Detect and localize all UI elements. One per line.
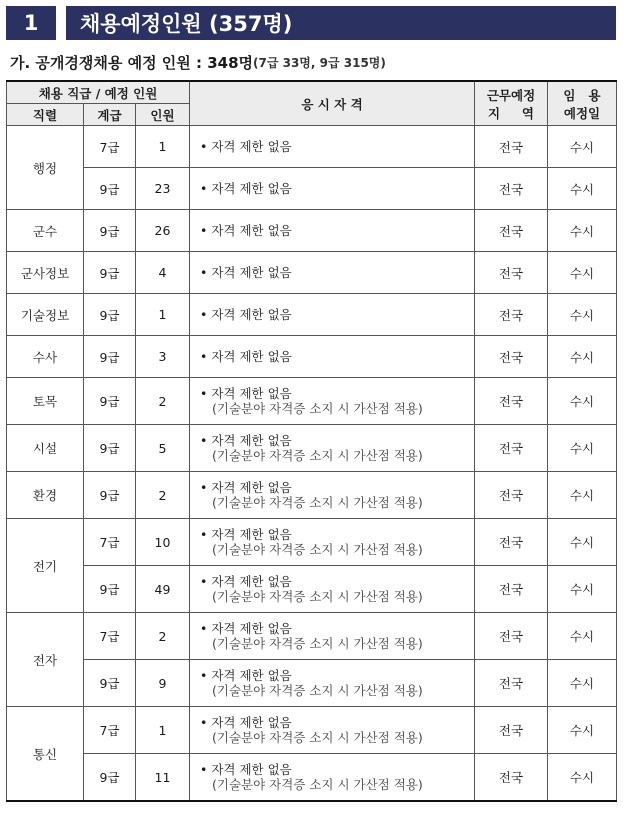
qualification-text: • 자격 제한 없음 bbox=[200, 715, 292, 730]
header-job: 직렬 bbox=[7, 104, 84, 126]
cell-qualification bbox=[190, 472, 475, 519]
qualification-text: • 자격 제한 없음 bbox=[200, 349, 292, 364]
cell-grade: 9급 bbox=[84, 336, 136, 378]
cell-date: 수시 bbox=[548, 472, 617, 519]
table-row bbox=[7, 378, 617, 425]
cell-grade: 9급 bbox=[84, 168, 136, 210]
cell-date: 수시 bbox=[548, 613, 617, 660]
table-row bbox=[7, 294, 617, 336]
cell-grade: 9급 bbox=[84, 472, 136, 519]
cell-date: 수시 bbox=[548, 754, 617, 802]
header-date-line1: 임 용 bbox=[563, 87, 601, 103]
qualification-text: • 자격 제한 없음 bbox=[200, 223, 292, 238]
qualification-text: • 자격 제한 없음 bbox=[200, 574, 292, 589]
qualification-text: • 자격 제한 없음 bbox=[200, 139, 292, 154]
cell-region: 전국 bbox=[475, 754, 548, 802]
header-region-line1: 근무예정 bbox=[486, 87, 536, 103]
cell-region: 전국 bbox=[475, 168, 548, 210]
cell-date: 수시 bbox=[548, 252, 617, 294]
qualification-text: • 자격 제한 없음 bbox=[200, 386, 292, 401]
cell-region: 전국 bbox=[475, 613, 548, 660]
qualification-note: (기술분야 자격증 소지 시 가산점 적용) bbox=[212, 401, 423, 416]
qualification-text: • 자격 제한 없음 bbox=[200, 307, 292, 322]
qualification-note: (기술분야 자격증 소지 시 가산점 적용) bbox=[212, 542, 423, 557]
cell-region: 전국 bbox=[475, 210, 548, 252]
table-row bbox=[7, 660, 617, 707]
table-row bbox=[7, 472, 617, 519]
table-row bbox=[7, 210, 617, 252]
cell-qualification bbox=[190, 168, 475, 210]
cell-count: 26 bbox=[136, 210, 190, 252]
cell-count: 2 bbox=[136, 378, 190, 425]
cell-count: 23 bbox=[136, 168, 190, 210]
cell-qualification bbox=[190, 210, 475, 252]
cell-date: 수시 bbox=[548, 566, 617, 613]
cell-region: 전국 bbox=[475, 519, 548, 566]
cell-job: 통신 bbox=[7, 707, 84, 802]
table-row bbox=[7, 707, 617, 754]
section-banner bbox=[6, 6, 616, 40]
cell-count: 1 bbox=[136, 126, 190, 168]
cell-job: 군수 bbox=[7, 210, 84, 252]
cell-grade: 9급 bbox=[84, 660, 136, 707]
header-grade: 계급 bbox=[84, 104, 136, 126]
cell-qualification bbox=[190, 294, 475, 336]
cell-grade: 9급 bbox=[84, 252, 136, 294]
table-row bbox=[7, 754, 617, 802]
header-date bbox=[548, 81, 617, 126]
cell-grade: 9급 bbox=[84, 754, 136, 802]
cell-date: 수시 bbox=[548, 126, 617, 168]
cell-date: 수시 bbox=[548, 168, 617, 210]
subsection-title: 가. 공개경쟁채용 예정 인원 : 348명 bbox=[10, 53, 253, 72]
cell-date: 수시 bbox=[548, 425, 617, 472]
cell-region: 전국 bbox=[475, 707, 548, 754]
table-row bbox=[7, 566, 617, 613]
cell-qualification bbox=[190, 566, 475, 613]
cell-region: 전국 bbox=[475, 425, 548, 472]
table-row bbox=[7, 168, 617, 210]
table-row bbox=[7, 336, 617, 378]
cell-region: 전국 bbox=[475, 660, 548, 707]
qualification-text: • 자격 제한 없음 bbox=[200, 621, 292, 636]
header-date-line2: 예정일 bbox=[563, 105, 601, 121]
cell-job: 환경 bbox=[7, 472, 84, 519]
qualification-note: (기술분야 자격증 소지 시 가산점 적용) bbox=[212, 777, 423, 792]
cell-qualification bbox=[190, 378, 475, 425]
qualification-text: • 자격 제한 없음 bbox=[200, 480, 292, 495]
cell-region: 전국 bbox=[475, 126, 548, 168]
cell-region: 전국 bbox=[475, 336, 548, 378]
cell-job: 수사 bbox=[7, 336, 84, 378]
cell-job: 토목 bbox=[7, 378, 84, 425]
header-region bbox=[475, 81, 548, 126]
qualification-note: (기술분야 자격증 소지 시 가산점 적용) bbox=[212, 589, 423, 604]
cell-qualification bbox=[190, 425, 475, 472]
section-number: 1 bbox=[6, 6, 56, 40]
cell-grade: 7급 bbox=[84, 613, 136, 660]
qualification-note: (기술분야 자격증 소지 시 가산점 적용) bbox=[212, 636, 423, 651]
qualification-note: (기술분야 자격증 소지 시 가산점 적용) bbox=[212, 683, 423, 698]
cell-job: 시설 bbox=[7, 425, 84, 472]
cell-grade: 7급 bbox=[84, 126, 136, 168]
cell-count: 3 bbox=[136, 336, 190, 378]
cell-region: 전국 bbox=[475, 378, 548, 425]
cell-count: 2 bbox=[136, 613, 190, 660]
qualification-note: (기술분야 자격증 소지 시 가산점 적용) bbox=[212, 495, 423, 510]
cell-grade: 9급 bbox=[84, 378, 136, 425]
cell-count: 11 bbox=[136, 754, 190, 802]
cell-count: 4 bbox=[136, 252, 190, 294]
cell-region: 전국 bbox=[475, 472, 548, 519]
cell-count: 5 bbox=[136, 425, 190, 472]
qualification-note: (기술분야 자격증 소지 시 가산점 적용) bbox=[212, 730, 423, 745]
cell-qualification bbox=[190, 336, 475, 378]
cell-count: 1 bbox=[136, 294, 190, 336]
qualification-text: • 자격 제한 없음 bbox=[200, 762, 292, 777]
cell-qualification bbox=[190, 252, 475, 294]
section-title: 채용예정인원 (357명) bbox=[66, 6, 616, 40]
table-row bbox=[7, 126, 617, 168]
cell-grade: 9급 bbox=[84, 425, 136, 472]
cell-grade: 7급 bbox=[84, 707, 136, 754]
cell-qualification bbox=[190, 126, 475, 168]
cell-qualification bbox=[190, 707, 475, 754]
qualification-text: • 자격 제한 없음 bbox=[200, 527, 292, 542]
cell-count: 10 bbox=[136, 519, 190, 566]
cell-date: 수시 bbox=[548, 707, 617, 754]
cell-region: 전국 bbox=[475, 252, 548, 294]
subsection-heading bbox=[10, 50, 614, 74]
header-count: 인원 bbox=[136, 104, 190, 126]
cell-qualification bbox=[190, 519, 475, 566]
table-row bbox=[7, 425, 617, 472]
cell-region: 전국 bbox=[475, 566, 548, 613]
recruitment-table bbox=[6, 80, 617, 802]
qualification-text: • 자격 제한 없음 bbox=[200, 265, 292, 280]
qualification-text: • 자격 제한 없음 bbox=[200, 668, 292, 683]
cell-count: 1 bbox=[136, 707, 190, 754]
cell-count: 49 bbox=[136, 566, 190, 613]
cell-date: 수시 bbox=[548, 519, 617, 566]
cell-grade: 9급 bbox=[84, 566, 136, 613]
cell-grade: 7급 bbox=[84, 519, 136, 566]
cell-job: 전기 bbox=[7, 519, 84, 613]
table-row bbox=[7, 613, 617, 660]
cell-date: 수시 bbox=[548, 336, 617, 378]
cell-date: 수시 bbox=[548, 660, 617, 707]
header-group: 채용 직급 / 예정 인원 bbox=[7, 81, 190, 104]
cell-date: 수시 bbox=[548, 210, 617, 252]
header-qualification: 응 시 자 격 bbox=[190, 81, 475, 126]
qualification-text: • 자격 제한 없음 bbox=[200, 181, 292, 196]
cell-grade: 9급 bbox=[84, 294, 136, 336]
cell-qualification bbox=[190, 613, 475, 660]
cell-job: 군사정보 bbox=[7, 252, 84, 294]
cell-qualification bbox=[190, 660, 475, 707]
cell-grade: 9급 bbox=[84, 210, 136, 252]
subsection-detail: (7급 33명, 9급 315명) bbox=[253, 55, 386, 70]
cell-job: 행정 bbox=[7, 126, 84, 210]
cell-job: 전자 bbox=[7, 613, 84, 707]
cell-date: 수시 bbox=[548, 294, 617, 336]
qualification-note: (기술분야 자격증 소지 시 가산점 적용) bbox=[212, 448, 423, 463]
cell-qualification bbox=[190, 754, 475, 802]
cell-job: 기술정보 bbox=[7, 294, 84, 336]
table-body bbox=[7, 126, 617, 802]
table-row bbox=[7, 519, 617, 566]
cell-count: 9 bbox=[136, 660, 190, 707]
qualification-text: • 자격 제한 없음 bbox=[200, 433, 292, 448]
cell-count: 2 bbox=[136, 472, 190, 519]
cell-date: 수시 bbox=[548, 378, 617, 425]
table-row bbox=[7, 252, 617, 294]
cell-region: 전국 bbox=[475, 294, 548, 336]
header-region-line2: 지 역 bbox=[488, 105, 534, 121]
